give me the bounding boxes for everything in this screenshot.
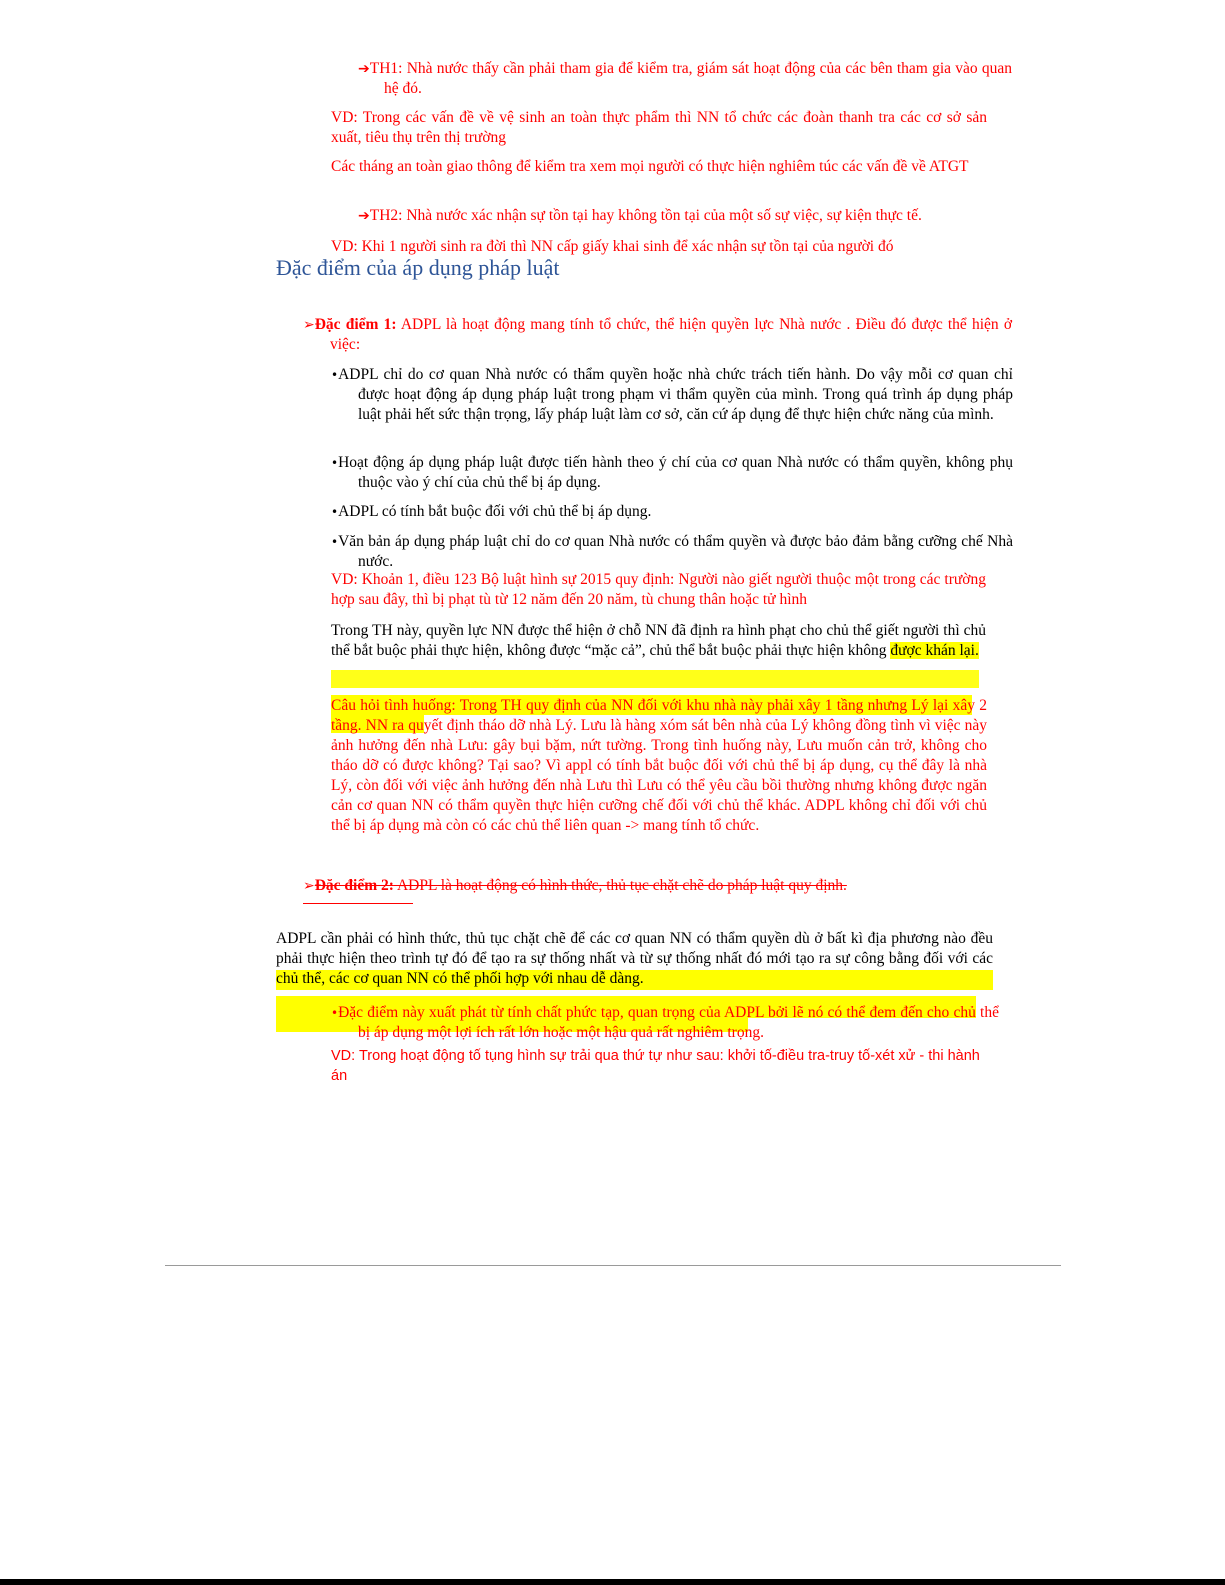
arrow-right-icon: ➔ [358,208,370,224]
bullet-icon: • [331,456,339,470]
bullet-icon: • [331,535,339,549]
bullet-item [331,502,1013,522]
vd-food-safety: VD: Trong các vấn đề về vệ sinh an toàn thực phẩm thì NN tổ chức các đoàn thanh tra các cơ sở sản xuất, tiêu thụ trên thị trường [331,109,987,146]
triangle-bullet-icon: ➢ [303,878,315,894]
vd-criminal-procedure: VD: Trong hoạt động tố tụng hình sự trải qua thứ tự như sau: khởi tố-điều tra-truy tố-xét xử - thi hành án [331,1048,980,1084]
bullet-text: Văn bản áp dụng pháp luật chỉ do cơ quan Nhà nước có thẩm quyền và được bảo đảm bằng cưỡng chế Nhà nước. [338,533,1013,570]
highlighted-text: được khán lại. [890,642,979,659]
adpl-form-paragraph [276,929,993,989]
th1-text: TH1: Nhà nước thấy cần phải tham gia để kiểm tra, giám sát hoạt động của các bên tham gia vào quan hệ đó. [369,60,1012,97]
feature-1 [303,315,1012,355]
feature-origin-bullet [331,1003,999,1043]
bullet-text: ADPL có tính bắt buộc đối với chủ thể bị áp dụng. [338,503,652,520]
feature-1-label: Đặc điểm 1: [314,316,397,333]
bullet-text: Đặc điểm này xuất phát từ tính chất phức tạp, quan trọng của ADPL bởi lẽ nó có thể đem đến cho chủ thể bị áp dụng một lợi ích rất lớn hoặc một hậu quả rất nghiêm trọng. [338,1004,999,1041]
bullet-text: Hoạt động áp dụng pháp luật được tiến hành theo ý chí của cơ quan Nhà nước có thẩm quyền, không phụ thuộc vào ý chí của chủ thể bị áp dụng. [338,454,1013,491]
bullet-text: ADPL chỉ do cơ quan Nhà nước có thẩm quyền hoặc nhà chức trách tiến hành. Do vậy mỗi cơ quan chỉ được hoạt động áp dụng pháp luật trong phạm vi thẩm quyền của mình. Trong quá trình áp dụng pháp luật phải hết sức thận trọng, lấy pháp luật làm cơ sở, căn cứ áp dụng để thực hiện chức năng của mình. [338,366,1013,423]
vd-birth-certificate: VD: Khi 1 người sinh ra đời thì NN cấp giấy khai sinh để xác nhận sự tồn tại của người đó [331,238,894,255]
th1-paragraph [358,59,1012,99]
case-question: Câu hỏi tình huống: Trong TH quy định của NN đối với khu nhà này phải xây 1 tầng nhưng Lý lại xây 2 tầng. NN ra quyết định tháo dỡ nhà Lý. Lưu là hàng xóm sát bên nhà của Lý không đồng tình vì việc này ảnh hưởng đến nhà Lưu: gây bụi bặm, nứt tường. Trong tình huống này, Lưu muốn cản trở, không cho tháo dỡ có được không? Tại sao? Vì appl có tính bắt buộc đối với chủ thể bị áp dụng, cụ thể đây là nhà Lý, còn đối với việc ảnh hưởng đến nhà Lưu thì Lưu có thể yêu cầu bồi thường nhưng không được ngăn cản cơ quan NN có thẩm quyền thực hiện cưỡng chế đối với chủ thể khác. ADPL không chỉ đối với chủ thể bị áp dụng mà còn có các chủ thể liên quan -> mang tính tổ chức. [331,697,987,834]
th2-text: TH2: Nhà nước xác nhận sự tồn tại hay không tồn tại của một số sự việc, sự kiện thực tế. [369,207,922,224]
bullet-item [331,532,1013,572]
triangle-bullet-icon: ➢ [303,317,315,333]
power-note-text: Trong TH này, quyền lực NN được thể hiện ở chỗ NN đã định ra hình phạt cho chủ thể giết người thì chủ thể bắt buộc phải thực hiện, không được “mặc cả”, chủ thể bắt buộc phải thực hiện không [331,622,986,659]
bullet-icon: • [331,1006,339,1020]
feature-1-text: ADPL là hoạt động mang tính tổ chức, thể hiện quyền lực Nhà nước . Điều đó được thể hiện ở việc: [330,316,1013,353]
vd-penal-code: VD: Khoản 1, điều 123 Bộ luật hình sự 2015 quy định: Người nào giết người thuộc một trong các trường hợp sau đây, thì bị phạt tù từ 12 năm đến 20 năm, tù chung thân hoặc tử hình [331,571,986,608]
highlight-band [331,670,979,688]
arrow-right-icon: ➔ [358,61,370,77]
feature-2 [303,876,1012,896]
highlighted-text: đối với các chủ thể, các cơ quan NN có thể phối hợp với nhau dễ dàng. [276,950,994,987]
section-heading: Đặc điểm của áp dụng pháp luật [276,255,560,280]
adpl-form-text: ADPL cần phải có hình thức, thủ tục chặt chẽ để các cơ quan NN có thẩm quyền dù ở bất kì địa phương nào đều phải thực hiện theo trình tự đó để tạo ra sự thống nhất và từ sự thống nhất đó mới tạo ra sự công bằng [276,930,993,967]
divider [303,903,413,904]
page-separator [165,1265,1061,1266]
bullet-item [331,365,1013,425]
feature-2-text: ADPL là hoạt động có hình thức, thủ tục chặt chẽ do pháp luật quy định. [393,877,847,894]
bullet-icon: • [331,368,339,382]
traffic-safety-month: Các tháng an toàn giao thông để kiểm tra xem mọi người có thực hiện nghiêm túc các vấn đề về ATGT [331,158,969,175]
bullet-icon: • [331,505,339,519]
feature-2-label: Đặc điểm 2: [314,877,394,894]
bottom-border [0,1579,1225,1585]
bullet-item [331,453,1013,493]
power-note [331,621,986,661]
th2-paragraph [358,206,986,226]
